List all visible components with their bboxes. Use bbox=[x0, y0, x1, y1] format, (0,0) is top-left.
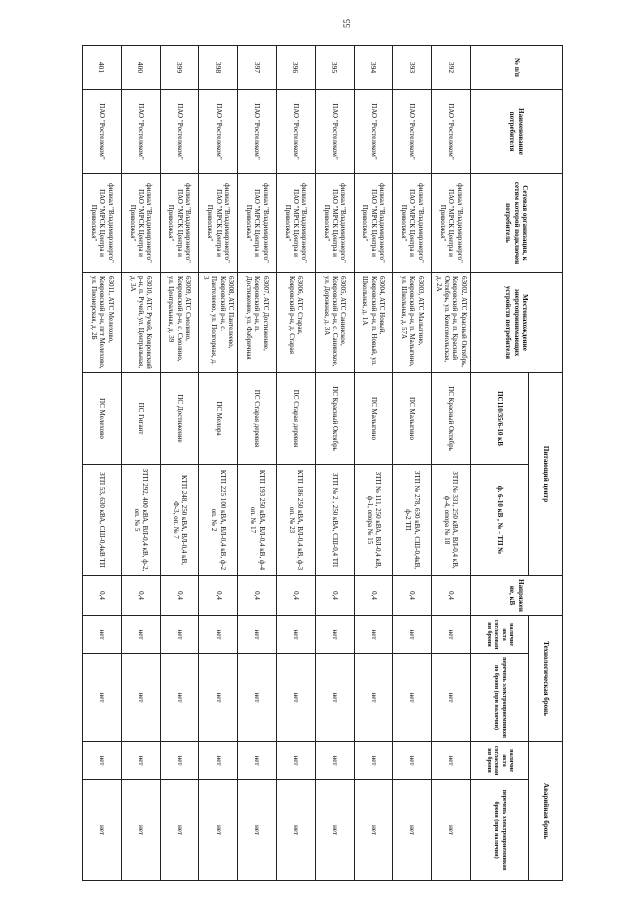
table-row bbox=[432, 46, 471, 881]
cell-location: 63002, АТС Красный Октябрь, Ковровский р-н, п. Красный Октябрь, ул. Комсомольская, д. 2А bbox=[432, 273, 471, 373]
cell-feeder: ЗТП № 331, 250 кВА, ВЛ-0,4 кВ, ф-4, опора № 18 bbox=[432, 465, 471, 576]
table-row bbox=[83, 46, 122, 881]
cell-emerg-list: нет bbox=[432, 780, 471, 881]
cell-ps: ПС Мелехово bbox=[83, 373, 122, 465]
cell-location: 63005, АТС Санинское, Ковровский р-н, с. Санинское, ул. Дорожная, д. 3А bbox=[315, 273, 354, 373]
table-row bbox=[393, 46, 432, 881]
cell-tech-act: нет bbox=[121, 616, 160, 654]
table-row bbox=[315, 46, 354, 881]
cell-voltage: 0,4 bbox=[238, 576, 277, 616]
cell-emerg-act: нет bbox=[393, 742, 432, 780]
cell-emerg-list: нет bbox=[83, 780, 122, 881]
table-body bbox=[83, 46, 563, 881]
cell-ps: ПС Красный Октябрь bbox=[432, 373, 471, 465]
cell-consumer: ПАО "Ростелеком" bbox=[121, 90, 160, 174]
cell-tech-act: нет bbox=[393, 616, 432, 654]
cell-emerg-list: нет bbox=[160, 780, 199, 881]
cell-emerg-act: нет bbox=[277, 742, 316, 780]
header-feeder: ф. 6-10 кВ , № - ТП № bbox=[471, 465, 529, 576]
cell-consumer: ПАО "Ростелеком" bbox=[238, 90, 277, 174]
cell-network-org: филиал "Владимирэнерго" ПАО "МРСК Центра и Приволжья" bbox=[238, 174, 277, 273]
rotated-table-wrapper bbox=[83, 45, 563, 880]
cell-tech-list: нет bbox=[393, 654, 432, 742]
cell-emerg-act: нет bbox=[121, 742, 160, 780]
cell-network-org: филиал "Владимирэнерго" ПАО "МРСК Центра и Приволжья" bbox=[315, 174, 354, 273]
header-consumer: Наименование потребителя bbox=[471, 90, 563, 174]
cell-consumer: ПАО "Ростелеком" bbox=[160, 90, 199, 174]
cell-emerg-act: нет bbox=[238, 742, 277, 780]
cell-num: 396 bbox=[277, 46, 316, 90]
cell-network-org: филиал "Владимирэнерго" ПАО "МРСК Центра и Приволжья" bbox=[277, 174, 316, 273]
cell-num: 397 bbox=[238, 46, 277, 90]
cell-network-org: филиал "Владимирэнерго" ПАО "МРСК Центра и Приволжья" bbox=[199, 174, 238, 273]
page-number: 55 bbox=[342, 19, 352, 28]
cell-consumer: ПАО "Ростелеком" bbox=[277, 90, 316, 174]
header-row-top bbox=[529, 46, 563, 881]
cell-tech-act: нет bbox=[432, 616, 471, 654]
cell-voltage: 0,4 bbox=[315, 576, 354, 616]
cell-location: 63009, АТС Смолино, Ковровский р-н, с. Смолино, ул. Центральная, д. 39 bbox=[160, 273, 199, 373]
cell-emerg-list: нет bbox=[238, 780, 277, 881]
cell-num: 392 bbox=[432, 46, 471, 90]
cell-network-org: филиал "Владимирэнерго" ПАО "МРСК Центра и Приволжья" bbox=[354, 174, 393, 273]
cell-num: 395 bbox=[315, 46, 354, 90]
header-tech-list: перечень электроприемников по брони (при наличии) bbox=[471, 654, 529, 742]
cell-ps: ПС Гигант bbox=[121, 373, 160, 465]
cell-consumer: ПАО "Ростелеком" bbox=[315, 90, 354, 174]
cell-ps: ПС Старая деревня bbox=[238, 373, 277, 465]
cell-emerg-list: нет bbox=[315, 780, 354, 881]
header-supply-center: Питающий центр bbox=[529, 373, 563, 576]
cell-feeder: ЗТП № 278, 630 кВА, СШ-0,4кВ, ф-2 ТП bbox=[393, 465, 432, 576]
table-row bbox=[121, 46, 160, 881]
cell-voltage: 0,4 bbox=[432, 576, 471, 616]
cell-ps: ПС Красный Октябрь bbox=[315, 373, 354, 465]
cell-tech-act: нет bbox=[238, 616, 277, 654]
cell-tech-list: нет bbox=[199, 654, 238, 742]
header-emerg-reserve: Аварийная бронь bbox=[529, 742, 563, 881]
cell-location: 63007, АТС Достижение, Ковровский р-н, п. Достижение, ул. Фабричная bbox=[238, 273, 277, 373]
cell-feeder: КТП 186 250 кВА, ВЛ-0,4 кВ, ф-3 оп. № 23 bbox=[277, 465, 316, 576]
cell-emerg-act: нет bbox=[83, 742, 122, 780]
cell-location: 63008, АТС Пантелеево, Ковровский р-н, с. Пантелеево, ул. Полгорная, д. 3 bbox=[199, 273, 238, 373]
cell-network-org: филиал "Владимирэнерго" ПАО "МРСК Центра и Приволжья" bbox=[432, 174, 471, 273]
cell-location: 63010, АТС Ручей, Ковровский р-н, п. Ручей, ул. Центральная, д. 3А bbox=[121, 273, 160, 373]
cell-feeder: КТП 248, 250 кВА, ВЛ-0,4 кВ, Ф-3, оп. № 7 bbox=[160, 465, 199, 576]
header-num: № п/п bbox=[471, 46, 563, 90]
cell-tech-list: нет bbox=[354, 654, 393, 742]
cell-network-org: филиал "Владимирэнерго" ПАО "МРСК Центра и Приволжья" bbox=[121, 174, 160, 273]
header-voltage: Напряжение, кВ bbox=[471, 576, 563, 616]
table-row bbox=[354, 46, 393, 881]
cell-feeder: ЗТП № 111, 250 кВА, ВЛ-0,4 кВ, ф-1, опора № 15 bbox=[354, 465, 393, 576]
cell-emerg-act: нет bbox=[160, 742, 199, 780]
cell-location: 63011, АТС Мелехово, Ковровский р-н, пгт Мелехово, ул. Пионерская, д. 2Б bbox=[83, 273, 122, 373]
cell-voltage: 0,4 bbox=[121, 576, 160, 616]
cell-consumer: ПАО "Ростелеком" bbox=[199, 90, 238, 174]
cell-num: 401 bbox=[83, 46, 122, 90]
cell-consumer: ПАО "Ростелеком" bbox=[354, 90, 393, 174]
cell-feeder: ЗТП 292, 400 кВА, ВЛ-0,4 кВ, ф-2, оп. № 5 bbox=[121, 465, 160, 576]
consumer-table bbox=[82, 45, 563, 881]
cell-tech-list: нет bbox=[83, 654, 122, 742]
cell-emerg-act: нет bbox=[199, 742, 238, 780]
cell-location: 63004, АТС Новый, Ковровский р-н, п. Новый, ул. Школьная, д. 1А bbox=[354, 273, 393, 373]
table-row bbox=[199, 46, 238, 881]
cell-network-org: филиал "Владимирэнерго" ПАО "МРСК Центра и Приволжья" bbox=[393, 174, 432, 273]
cell-voltage: 0,4 bbox=[199, 576, 238, 616]
cell-num: 398 bbox=[199, 46, 238, 90]
cell-tech-list: нет bbox=[277, 654, 316, 742]
cell-ps: ПС Малыгино bbox=[393, 373, 432, 465]
cell-ps: ПС Достижение bbox=[160, 373, 199, 465]
cell-tech-list: нет bbox=[315, 654, 354, 742]
header-tech-reserve: Технологическая бронь bbox=[529, 616, 563, 742]
header-emerg-act: наличие акта согласования брони bbox=[471, 742, 529, 780]
header-network-org: Сетевая организация, к сетям которой подключен потребитель bbox=[471, 174, 563, 273]
cell-num: 400 bbox=[121, 46, 160, 90]
cell-emerg-list: нет bbox=[393, 780, 432, 881]
cell-tech-act: нет bbox=[83, 616, 122, 654]
cell-consumer: ПАО "Ростелеком" bbox=[393, 90, 432, 174]
header-tech-act: наличие акта согласования брони bbox=[471, 616, 529, 654]
cell-num: 394 bbox=[354, 46, 393, 90]
cell-voltage: 0,4 bbox=[83, 576, 122, 616]
cell-feeder: КТП 193 250 кВА, ВЛ-0,4 кВ, ф-4 оп. № 17 bbox=[238, 465, 277, 576]
cell-tech-act: нет bbox=[354, 616, 393, 654]
table-row bbox=[277, 46, 316, 881]
cell-emerg-list: нет bbox=[121, 780, 160, 881]
cell-voltage: 0,4 bbox=[160, 576, 199, 616]
cell-tech-list: нет bbox=[121, 654, 160, 742]
cell-feeder: КТП 225 100 кВА, ВЛ-0,4 кВ, ф-2 оп. № 2 bbox=[199, 465, 238, 576]
cell-emerg-act: нет bbox=[354, 742, 393, 780]
cell-tech-list: нет bbox=[432, 654, 471, 742]
cell-tech-act: нет bbox=[315, 616, 354, 654]
cell-num: 393 bbox=[393, 46, 432, 90]
cell-consumer: ПАО "Ростелеком" bbox=[432, 90, 471, 174]
cell-tech-act: нет bbox=[160, 616, 199, 654]
cell-tech-act: нет bbox=[277, 616, 316, 654]
cell-num: 399 bbox=[160, 46, 199, 90]
cell-location: 63003, АТС Малыгино, Ковровский р-н, п. Малыгино, ул. Школьная, д. 57А bbox=[393, 273, 432, 373]
cell-tech-list: нет bbox=[238, 654, 277, 742]
cell-feeder: ЗТП № 2 , 250 кВА, СШ-0,4 ТП bbox=[315, 465, 354, 576]
header-emerg-list: перечень электроприемников брони (при наличии) bbox=[471, 780, 529, 881]
cell-ps: ПС Старая деревня bbox=[277, 373, 316, 465]
cell-emerg-list: нет bbox=[199, 780, 238, 881]
cell-emerg-act: нет bbox=[315, 742, 354, 780]
cell-voltage: 0,4 bbox=[393, 576, 432, 616]
cell-voltage: 0,4 bbox=[354, 576, 393, 616]
table-row bbox=[238, 46, 277, 881]
cell-feeder: ЗТП 53, 630 кВА, СШ-0,4кВ ТП bbox=[83, 465, 122, 576]
cell-emerg-act: нет bbox=[432, 742, 471, 780]
cell-network-org: филиал "Владимирэнерго" ПАО "МРСК Центра и Приволжья" bbox=[83, 174, 122, 273]
cell-ps: ПС Мелора bbox=[199, 373, 238, 465]
header-location: Местонахождение энергопринимающих устройств потребителя bbox=[471, 273, 563, 373]
cell-emerg-list: нет bbox=[354, 780, 393, 881]
cell-location: 63006, АТС Старая, Ковровский р-н, д. Старая bbox=[277, 273, 316, 373]
header-ps: ПС110/35/6-10 кВ bbox=[471, 373, 529, 465]
cell-emerg-list: нет bbox=[277, 780, 316, 881]
table-row bbox=[160, 46, 199, 881]
cell-consumer: ПАО "Ростелеком" bbox=[83, 90, 122, 174]
cell-voltage: 0,4 bbox=[277, 576, 316, 616]
cell-network-org: филиал "Владимирэнерго" ПАО "МРСК Центра и Приволжья" bbox=[160, 174, 199, 273]
cell-tech-act: нет bbox=[199, 616, 238, 654]
cell-tech-list: нет bbox=[160, 654, 199, 742]
cell-ps: ПС Малыгино bbox=[354, 373, 393, 465]
